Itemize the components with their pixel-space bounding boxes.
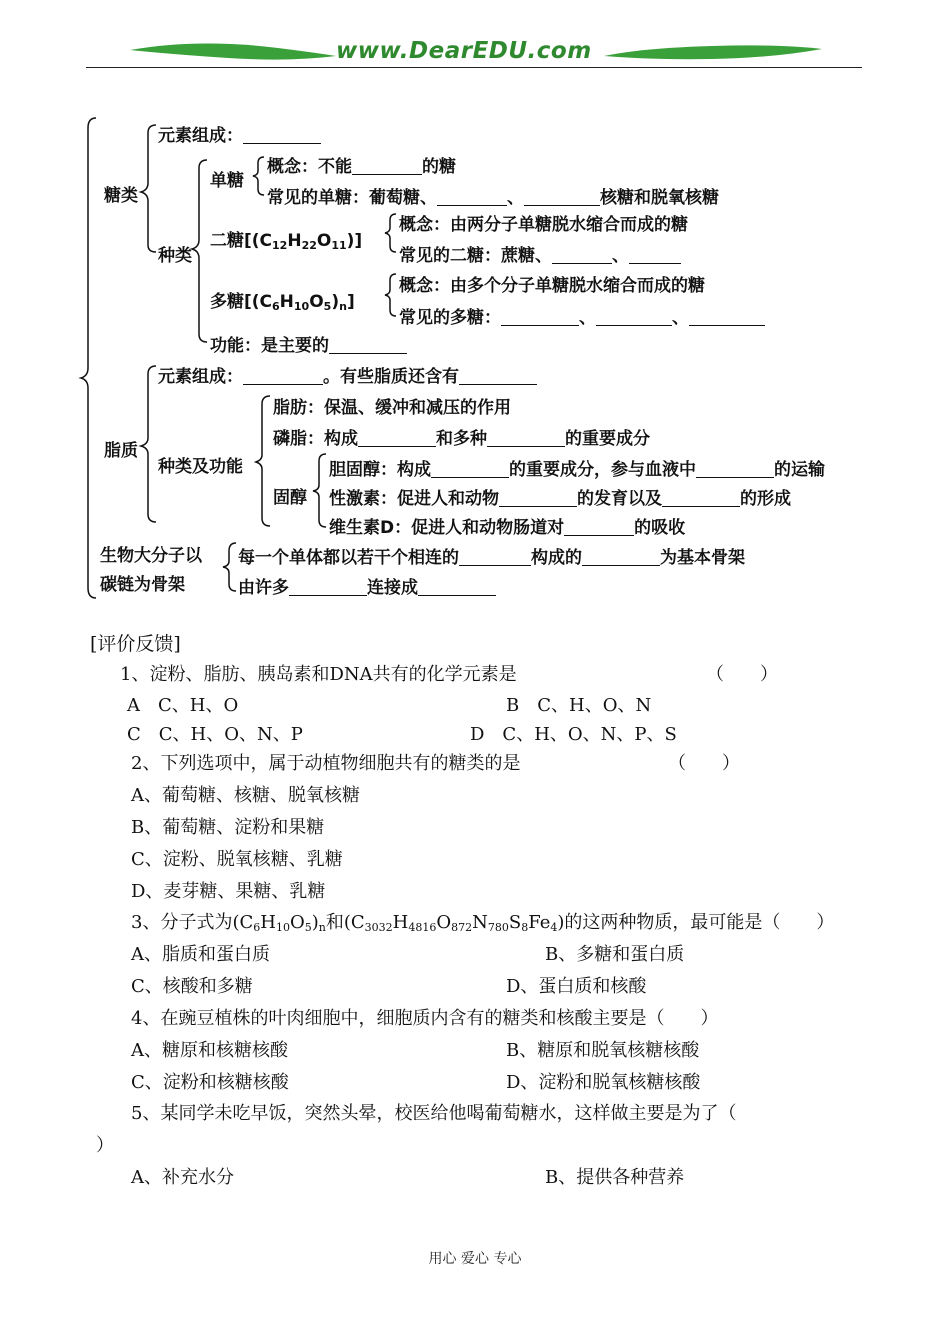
- sugar-function-line: 功能：是主要的: [210, 331, 407, 356]
- q4-option-d[interactable]: D、淀粉和脱氧核糖核酸: [506, 1072, 701, 1093]
- q2-option-d[interactable]: D、麦芽糖、果糖、乳糖: [131, 881, 326, 902]
- blank[interactable]: [431, 460, 509, 478]
- blank[interactable]: [459, 367, 537, 385]
- q3-option-d[interactable]: D、蛋白质和核酸: [506, 976, 647, 997]
- q1-option-d[interactable]: D C、H、O、N、P、S: [470, 724, 677, 745]
- polysaccharide-label: 多糖$[(C_6H_{10}O_5)_n]$: [210, 292, 355, 313]
- q3-option-b[interactable]: B、多糖和蛋白质: [545, 944, 685, 965]
- sugars-label: 糖类: [104, 186, 138, 206]
- blank[interactable]: [564, 518, 634, 536]
- blank[interactable]: [358, 429, 436, 447]
- di-concept-line: 概念：由两分子单糖脱水缩合而成的糖: [399, 215, 688, 235]
- q3-option-c[interactable]: C、核酸和多糖: [131, 976, 253, 997]
- poly-common-line: 常见的多糖： 、 、: [399, 303, 765, 328]
- q1-option-a[interactable]: A C、H、O: [127, 695, 239, 716]
- lipid-elements-line: 元素组成： 。有些脂质还含有: [158, 362, 537, 387]
- monomer-line: 每一个单体都以若干个相连的 构成的 为基本骨架: [238, 548, 745, 568]
- q5-option-b[interactable]: B、提供各种营养: [545, 1167, 685, 1188]
- sterol-label: 固醇: [273, 488, 307, 508]
- macromolecule-label-1: 生物大分子以: [100, 546, 202, 566]
- q5-stem: 5、某同学未吃早饭，突然头晕，校医给他喝葡萄糖水，这样做主要是为了（: [131, 1103, 737, 1124]
- blank[interactable]: [662, 489, 740, 507]
- q5-stem-cont: ）: [96, 1135, 114, 1156]
- macromolecule-label-2: 碳链为骨架: [100, 575, 185, 595]
- q5-option-a[interactable]: A、补充水分: [131, 1167, 234, 1188]
- sex-hormone-line: 性激素：促进人和动物 的发育以及 的形成: [329, 489, 791, 509]
- q3-option-a[interactable]: A、脂质和蛋白质: [131, 944, 270, 965]
- blank[interactable]: [437, 188, 507, 206]
- blank[interactable]: [352, 157, 422, 175]
- polymer-line: 由许多 连接成: [238, 573, 496, 598]
- site-logo: www.DearEDU.com: [336, 38, 592, 64]
- blank[interactable]: [501, 308, 579, 326]
- sugar-types-label: 种类: [158, 246, 192, 266]
- blank[interactable]: [459, 548, 531, 566]
- blank[interactable]: [329, 336, 407, 354]
- vitamin-d-line: 维生素D：促进人和动物肠道对 的吸收: [329, 518, 686, 538]
- disaccharide-label: 二糖$[(C_{12}H_{22}O_{11})]$: [210, 231, 363, 252]
- q4-option-a[interactable]: A、糖原和核糖核酸: [131, 1040, 288, 1061]
- q1-stem: 1、淀粉、脂肪、胰岛素和DNA共有的化学元素是: [120, 664, 517, 685]
- blank[interactable]: [689, 308, 765, 326]
- blank[interactable]: [552, 246, 612, 264]
- q2-option-b[interactable]: B、葡萄糖、淀粉和果糖: [131, 817, 325, 838]
- blank[interactable]: [418, 578, 496, 596]
- q4-stem: 4、在豌豆植株的叶肉细胞中，细胞质内含有的糖类和核酸主要是（ ）: [131, 1008, 719, 1029]
- sugar-elements-line: 元素组成：: [158, 121, 321, 146]
- blank[interactable]: [487, 429, 565, 447]
- blank[interactable]: [499, 489, 577, 507]
- blank[interactable]: [243, 126, 321, 144]
- mono-common-line: 常见的单糖：葡萄糖、 、 核糖和脱氧核糖: [267, 188, 719, 208]
- q4-option-c[interactable]: C、淀粉和核糖核酸: [131, 1072, 289, 1093]
- monosaccharide-label: 单糖: [210, 171, 244, 191]
- fat-line: 脂肪：保温、缓冲和减压的作用: [273, 398, 511, 418]
- q3-stem: 3、分子式为$(C_6H_{10}O_5)_n$和$(C_{3032}H_{4816}O_{872}N_{780}S_8Fe_4)$的这两种物质，最可能是（ ）: [131, 912, 835, 934]
- phospholipid-line: 磷脂：构成 和多种 的重要成分: [273, 429, 650, 449]
- q1-option-c[interactable]: C C、H、O、N、P: [127, 724, 303, 745]
- blank[interactable]: [582, 548, 660, 566]
- di-common-line: 常见的二糖：蔗糖、 、: [399, 241, 681, 266]
- cholesterol-line: 胆固醇：构成 的重要成分，参与血液中 的运输: [329, 460, 825, 480]
- blank[interactable]: [524, 188, 600, 206]
- blank[interactable]: [696, 460, 774, 478]
- q2-option-c[interactable]: C、淀粉、脱氧核糖、乳糖: [131, 849, 343, 870]
- q1-answer-paren[interactable]: （ ）: [706, 664, 778, 685]
- poly-concept-line: 概念：由多个分子单糖脱水缩合而成的糖: [399, 276, 705, 296]
- blank[interactable]: [243, 367, 323, 385]
- section-title: [评价反馈]: [90, 633, 181, 655]
- q2-option-a[interactable]: A、葡萄糖、核糖、脱氧核糖: [131, 785, 360, 806]
- lipid-types-label: 种类及功能: [158, 457, 243, 477]
- blank[interactable]: [629, 246, 681, 264]
- page-footer: 用心 爱心 专心: [428, 1251, 522, 1267]
- q2-stem: 2、下列选项中，属于动植物细胞共有的糖类的是: [131, 753, 521, 774]
- mono-concept-line: 概念：不能 的糖: [267, 157, 456, 177]
- q2-answer-paren[interactable]: （ ）: [668, 753, 740, 774]
- blank[interactable]: [289, 578, 367, 596]
- q1-option-b[interactable]: B C、H、O、N: [506, 695, 652, 716]
- lipids-label: 脂质: [104, 441, 138, 461]
- blank[interactable]: [596, 308, 672, 326]
- q4-option-b[interactable]: B、糖原和脱氧核糖核酸: [506, 1040, 700, 1061]
